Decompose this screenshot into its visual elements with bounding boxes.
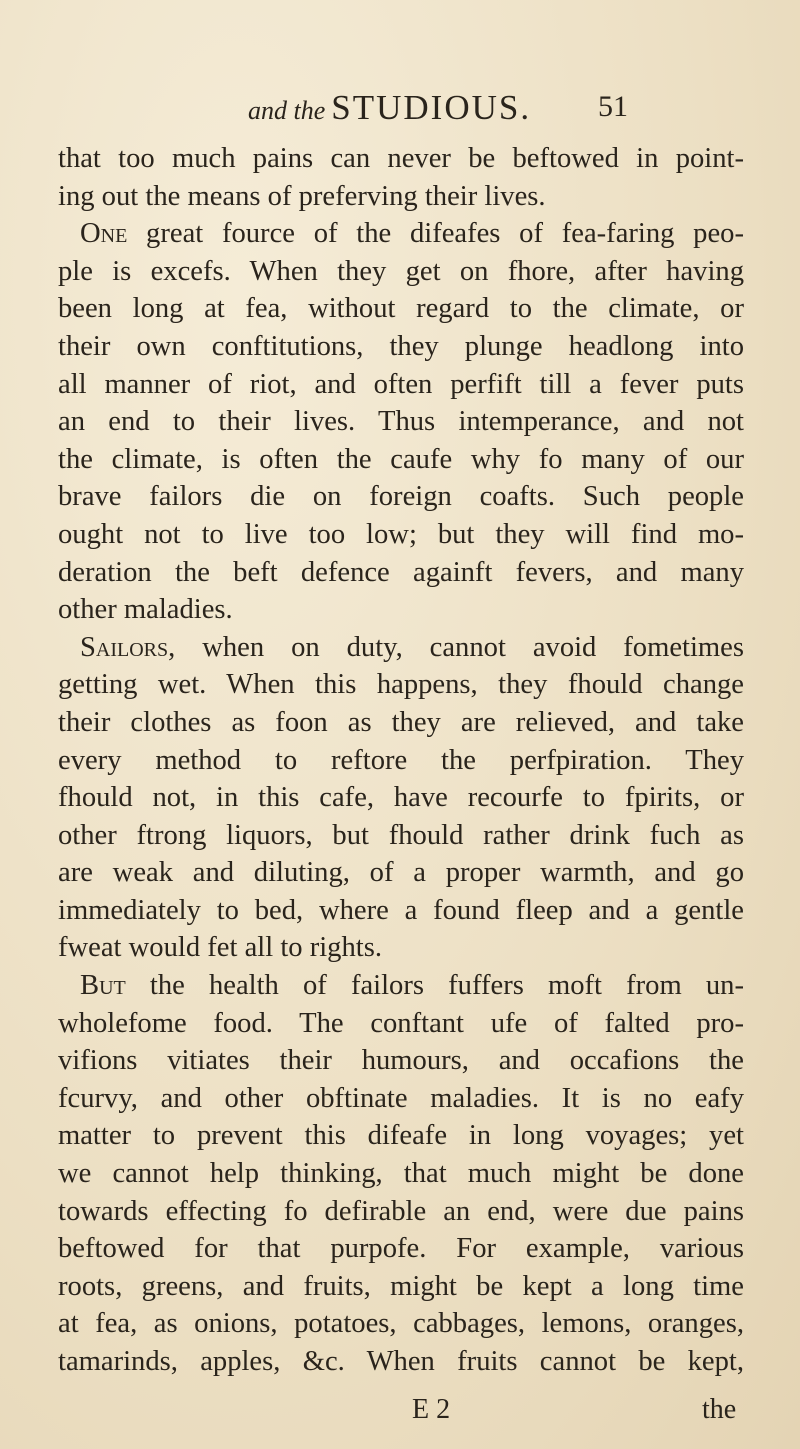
text-line: been long at fea, without regard to the climate, or [58,293,744,325]
text-line-rest: great fource of the difeafes of fea-faring peo- [127,218,744,250]
text-line [58,215,744,253]
text-line: fcurvy, and other obftinate maladies. It is no eafy [58,1082,744,1114]
text-line: ought not to live too low; but they will find mo- [58,518,744,550]
text-line: wholefome food. The conftant ufe of falted pro- [58,1007,744,1039]
paragraph-lead-word: Sailors, [80,631,176,663]
text-line: tamarinds, apples, &c. When fruits cannot be kept, [58,1346,744,1377]
text-line: other ftrong liquors, but fhould rather drink fuch as [58,819,744,851]
paragraph [58,629,744,967]
text-line: are weak and diluting, of a proper warmth, and go [58,857,744,889]
text-line: fweat would fet all to rights. [58,932,382,964]
page-header [248,88,628,136]
text-line: other maladies. [58,594,233,626]
body-text [58,140,744,1381]
text-line: ing out the means of preferving their lives. [58,180,546,212]
text-line: vifions vitiates their humours, and occafions the [58,1045,744,1077]
text-line: all manner of riot, and often perfift till a fever puts [58,368,744,400]
running-head [248,88,531,128]
running-head-main: STUDIOUS. [331,88,532,127]
text-line-rest: the health of failors fuffers moft from un- [125,970,744,1002]
text-line: at fea, as onions, potatoes, cabbages, lemons, oranges, [58,1308,744,1340]
running-head-prefix: and the [248,96,326,125]
paragraph [58,967,744,1381]
page-footer [0,1394,800,1434]
text-line: beftowed for that purpofe. For example, various [58,1233,744,1265]
text-line: roots, greens, and fruits, might be kept a long time [58,1270,744,1302]
signature-mark: E 2 [412,1394,451,1425]
paragraph-lead-word: But [80,970,126,1002]
text-line: deration the beft defence againft fevers, and many [58,556,744,588]
text-line [58,629,744,667]
paragraph-lead-word: One [80,218,128,250]
text-line: fhould not, in this cafe, have recourfe to fpirits, or [58,782,744,814]
paragraph [58,215,744,629]
text-line: their own conftitutions, they plunge headlong into [58,330,744,362]
text-line: the climate, is often the caufe why fo many of our [58,443,744,475]
text-line: immediately to bed, where a found fleep and a gentle [58,894,744,926]
text-line: we cannot help thinking, that much might be done [58,1158,744,1190]
text-line: brave failors die on foreign coafts. Such people [58,481,744,513]
paragraph [58,140,744,215]
text-line: ple is excefs. When they get on fhore, after having [58,255,744,287]
catchword: the [702,1394,737,1425]
text-line: that too much pains can never be beftowed in point- [58,143,744,174]
text-line: getting wet. When this happens, they fhould change [58,669,744,701]
text-line: matter to prevent this difeafe in long voyages; yet [58,1120,744,1152]
text-line: towards effecting fo defirable an end, were due pains [58,1195,744,1227]
text-line: an end to their lives. Thus intemperance, and not [58,406,744,438]
page-number: 51 [598,90,628,123]
text-line: their clothes as foon as they are relieved, and take [58,706,744,738]
text-line: every method to reftore the perfpiration. They [58,744,744,776]
text-line [58,967,744,1005]
text-line-rest: when on duty, cannot avoid fometimes [175,631,744,663]
